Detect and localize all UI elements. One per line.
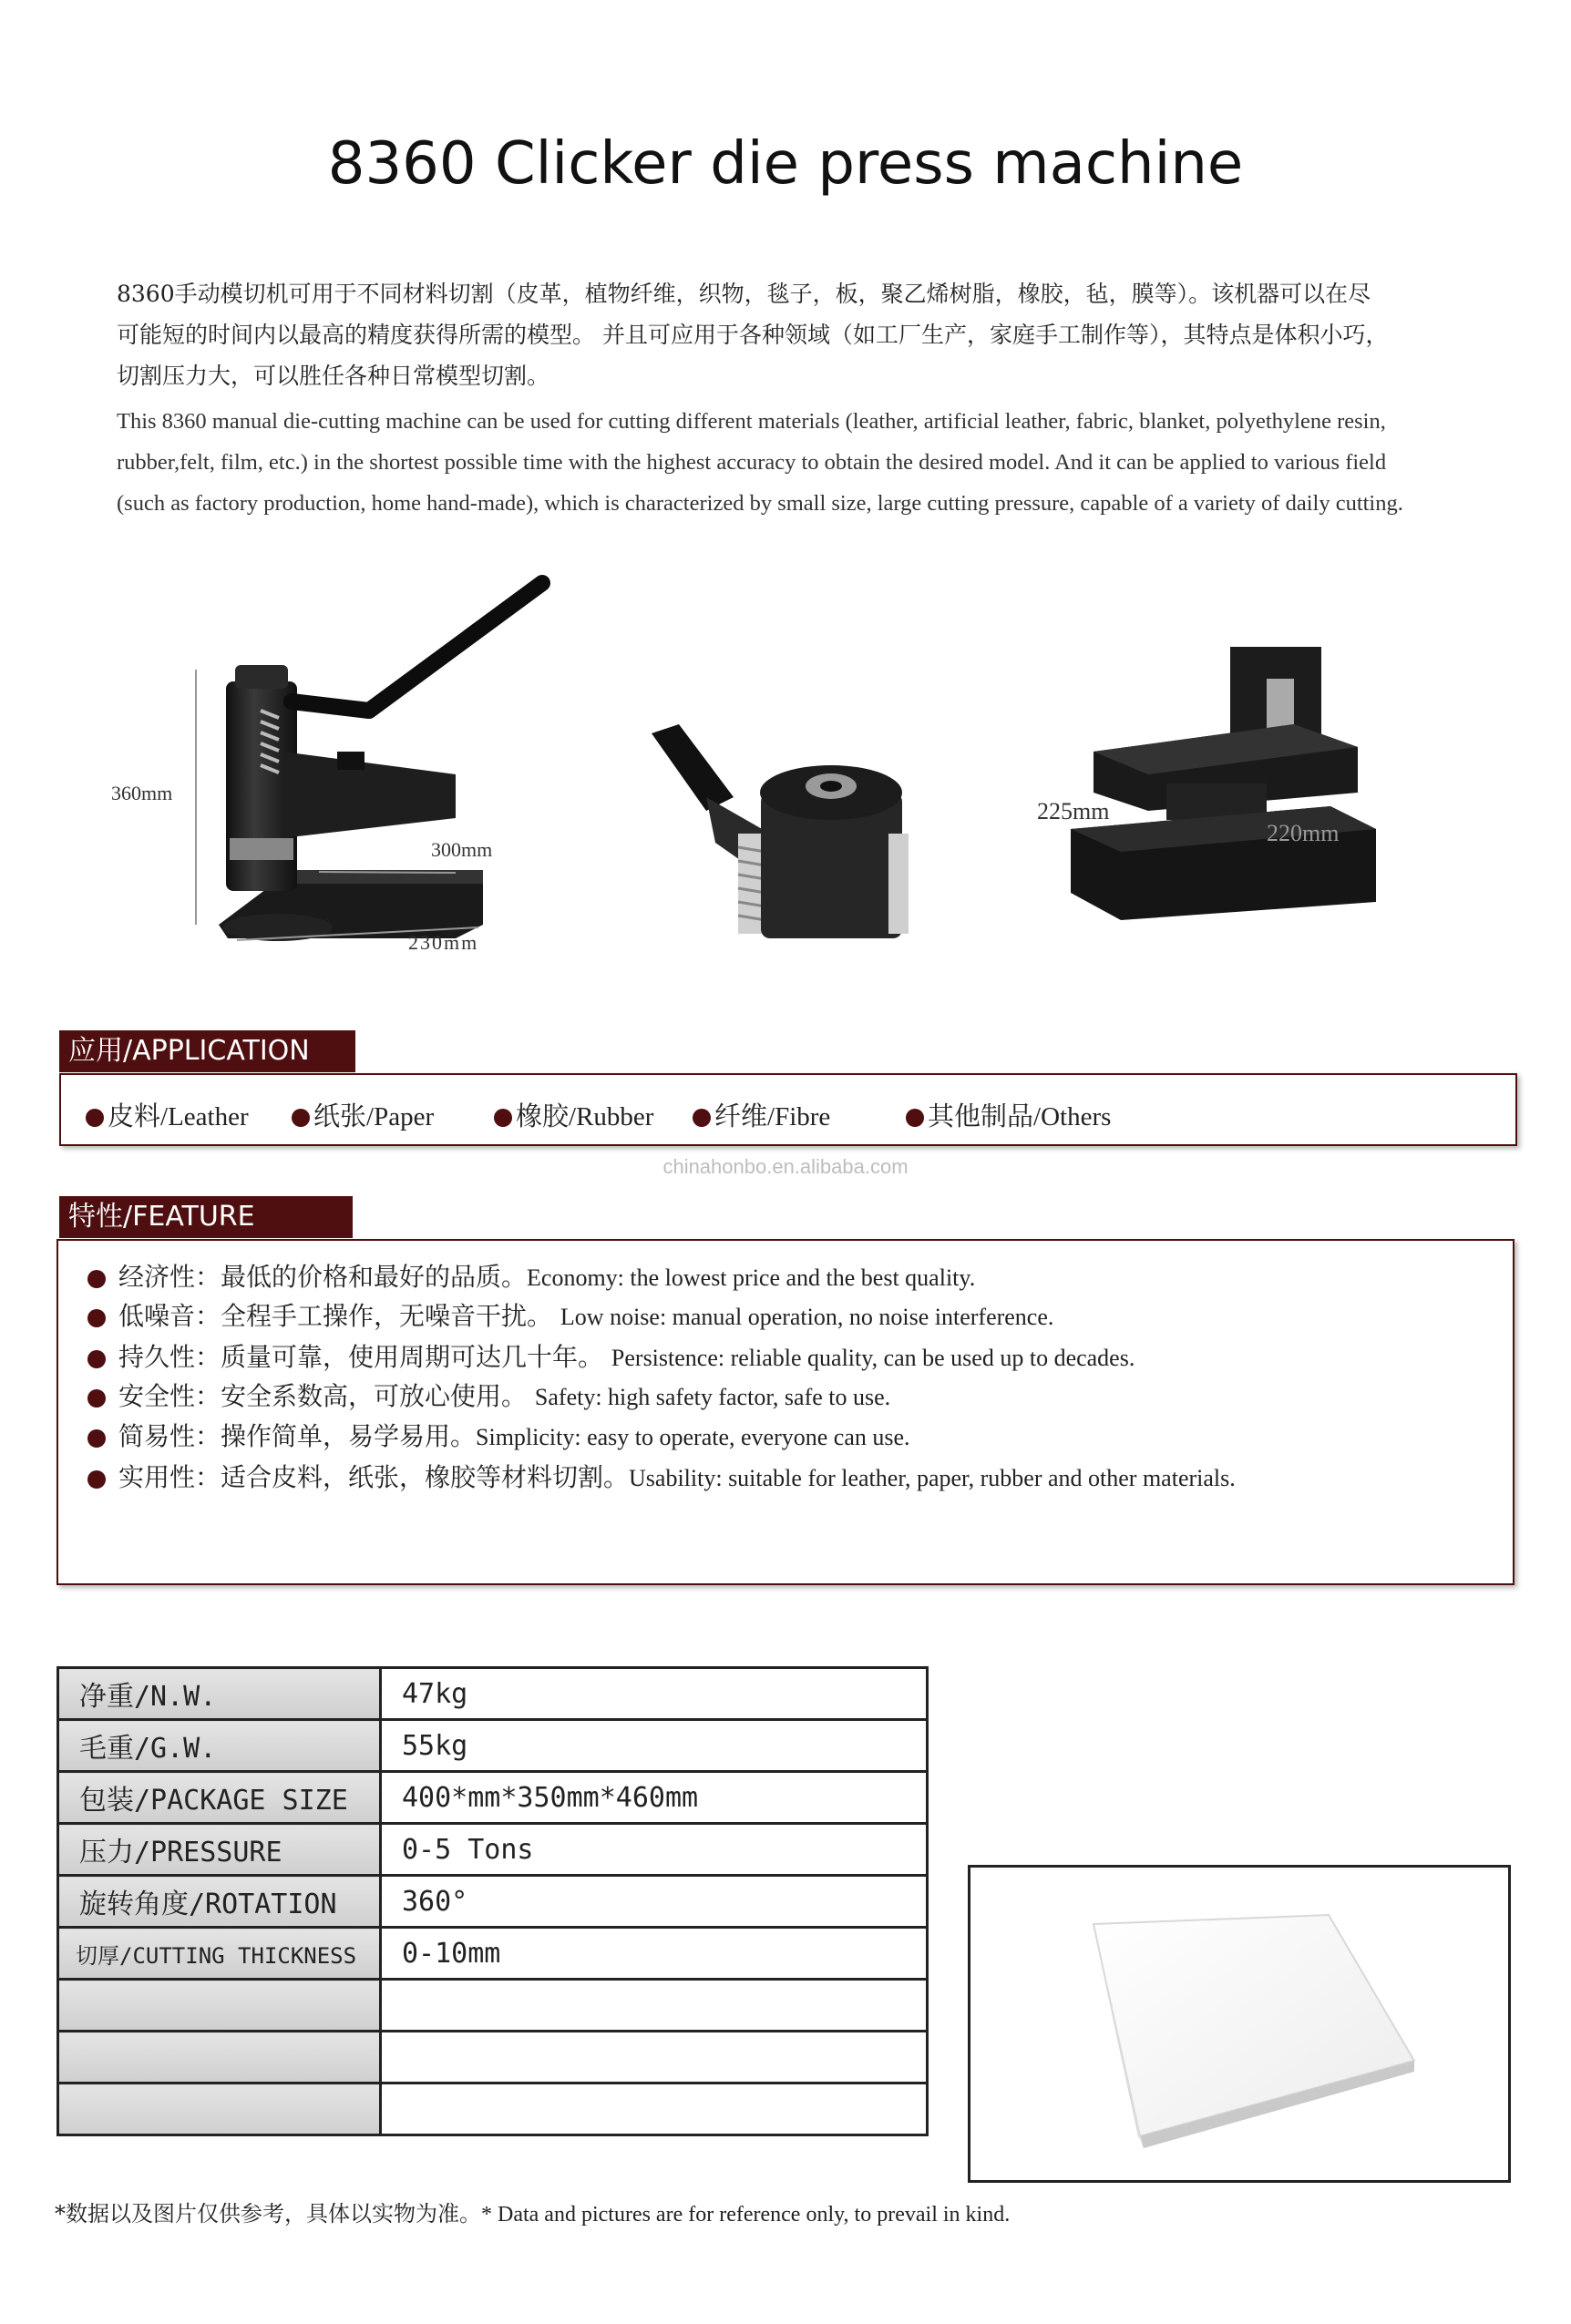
table-row	[58, 1720, 928, 1772]
feature-item-persistence: 持久性：质量可靠，使用周期可达几十年。 Persistence: reliable quality, can be used up to decades.	[87, 1337, 1135, 1374]
table-row	[58, 1668, 928, 1720]
spec-label	[58, 2083, 381, 2135]
table-row	[58, 1772, 928, 1824]
table-row	[58, 1980, 928, 2032]
dim-width-label: 230mm	[408, 931, 479, 954]
cutting-board-photo	[970, 1868, 1508, 2180]
bullet-dot	[87, 1429, 106, 1448]
bullet-dot	[87, 1470, 106, 1489]
table-row	[58, 1876, 928, 1928]
intro-en-line-1: This 8360 manual die-cutting machine can be used for cutting different materials (leather, artificial leather, fabric, blanket, polyethylene resin,	[117, 409, 1386, 434]
page-title: 8360 Clicker die press machine	[327, 130, 1244, 198]
spec-label: 切厚/CUTTING THICKNESS	[58, 1928, 381, 1980]
watermark: chinahonbo.en.alibaba.com	[662, 1155, 909, 1178]
spec-value: 360°	[381, 1876, 928, 1928]
application-item-others: 其他制品/Others	[906, 1096, 1111, 1133]
feature-item-economy: 经济性：最低的价格和最好的品质。Economy: the lowest price and the best quality.	[87, 1257, 975, 1294]
table-row	[58, 2083, 928, 2135]
bullet-dot	[292, 1109, 310, 1127]
intro-en-line-3: (such as factory production, home hand-made), which is characterized by small size, large cutting pressure, capable of a variety of daily cutting.	[117, 491, 1403, 516]
bullet-dot	[87, 1270, 106, 1288]
application-item-fibre: 纤维/Fibre	[693, 1096, 830, 1133]
bullet-dot	[86, 1109, 104, 1127]
press-detail-photo	[652, 724, 911, 938]
table-row	[58, 1928, 928, 1980]
feature-item-safety: 安全性：安全系数高，可放心使用。 Safety: high safety factor, safe to use.	[87, 1377, 890, 1413]
feature-item-low-noise: 低噪音：全程手工操作，无噪音干扰。 Low noise: manual operation, no noise interference.	[87, 1296, 1053, 1333]
spec-value	[381, 1980, 928, 2032]
spec-label: 旋转角度/ROTATION	[58, 1876, 381, 1928]
application-item-rubber: 橡胶/Rubber	[494, 1096, 653, 1133]
feature-item-usability: 实用性：适合皮料，纸张，橡胶等材料切割。Usability: suitable for leather, paper, rubber and other materials.	[87, 1458, 1236, 1494]
footnote: *数据以及图片仅供参考，具体以实物为准。* Data and pictures are for reference only, to prevail in kind.	[55, 2201, 1011, 2227]
press-plates-photo	[1057, 647, 1376, 920]
table-row	[58, 1824, 928, 1876]
spec-value: 47kg	[381, 1668, 928, 1720]
spec-label: 毛重/G.W.	[58, 1720, 381, 1772]
bullet-dot	[494, 1109, 512, 1127]
table-row	[58, 2032, 928, 2083]
bullet-dot	[87, 1350, 106, 1368]
spec-value: 55kg	[381, 1720, 928, 1772]
intro-cn-line-2: 可能短的时间内以最高的精度获得所需的模型。 并且可应用于各种领域（如工厂生产，家庭手工制作等），其特点是体积小巧，	[117, 322, 1389, 348]
spec-value: 400*mm*350mm*460mm	[381, 1772, 928, 1824]
spec-label: 压力/PRESSURE	[58, 1824, 381, 1876]
spec-value	[381, 2083, 928, 2135]
spec-label	[58, 1980, 381, 2032]
application-header: 应用/APPLICATION	[59, 1030, 355, 1072]
spec-table	[56, 1666, 929, 2136]
spec-label: 包装/PACKAGE SIZE	[58, 1772, 381, 1824]
spec-value: 0-10mm	[381, 1928, 928, 1980]
dim-lower-plate-label: 220mm	[1267, 820, 1340, 846]
intro-cn-line-3: 切割压力大，可以胜任各种日常模型切割。	[117, 363, 550, 389]
intro-cn-line-1: 8360手动模切机可用于不同材料切割（皮革，植物纤维，织物，毯子，板，聚乙烯树脂，橡胶，毡，膜等）。该机器可以在尽	[117, 281, 1371, 307]
cutting-board-frame	[968, 1865, 1511, 2183]
spec-value: 0-5 Tons	[381, 1824, 928, 1876]
spec-value	[381, 2032, 928, 2083]
application-item-paper: 纸张/Paper	[292, 1096, 434, 1133]
application-item-leather: 皮料/Leather	[86, 1096, 249, 1133]
bullet-dot	[87, 1309, 106, 1327]
dim-upper-plate-label: 225mm	[1037, 798, 1110, 824]
dim-depth-label: 300mm	[431, 838, 493, 861]
feature-item-simplicity: 简易性：操作简单，易学易用。Simplicity: easy to operate, everyone can use.	[87, 1417, 910, 1453]
press-side-view-photo	[182, 565, 620, 966]
spec-label: 净重/N.W.	[58, 1668, 381, 1720]
bullet-dot	[693, 1109, 711, 1127]
intro-en-line-2: rubber,felt, film, etc.) in the shortest possible time with the highest accuracy to obtain the desired model. And it can be applied to various field	[117, 450, 1387, 475]
bullet-dot	[906, 1109, 924, 1127]
dim-height-label: 360mm	[111, 782, 173, 804]
feature-header: 特性/FEATURE	[59, 1196, 353, 1238]
bullet-dot	[87, 1389, 106, 1408]
spec-label	[58, 2032, 381, 2083]
